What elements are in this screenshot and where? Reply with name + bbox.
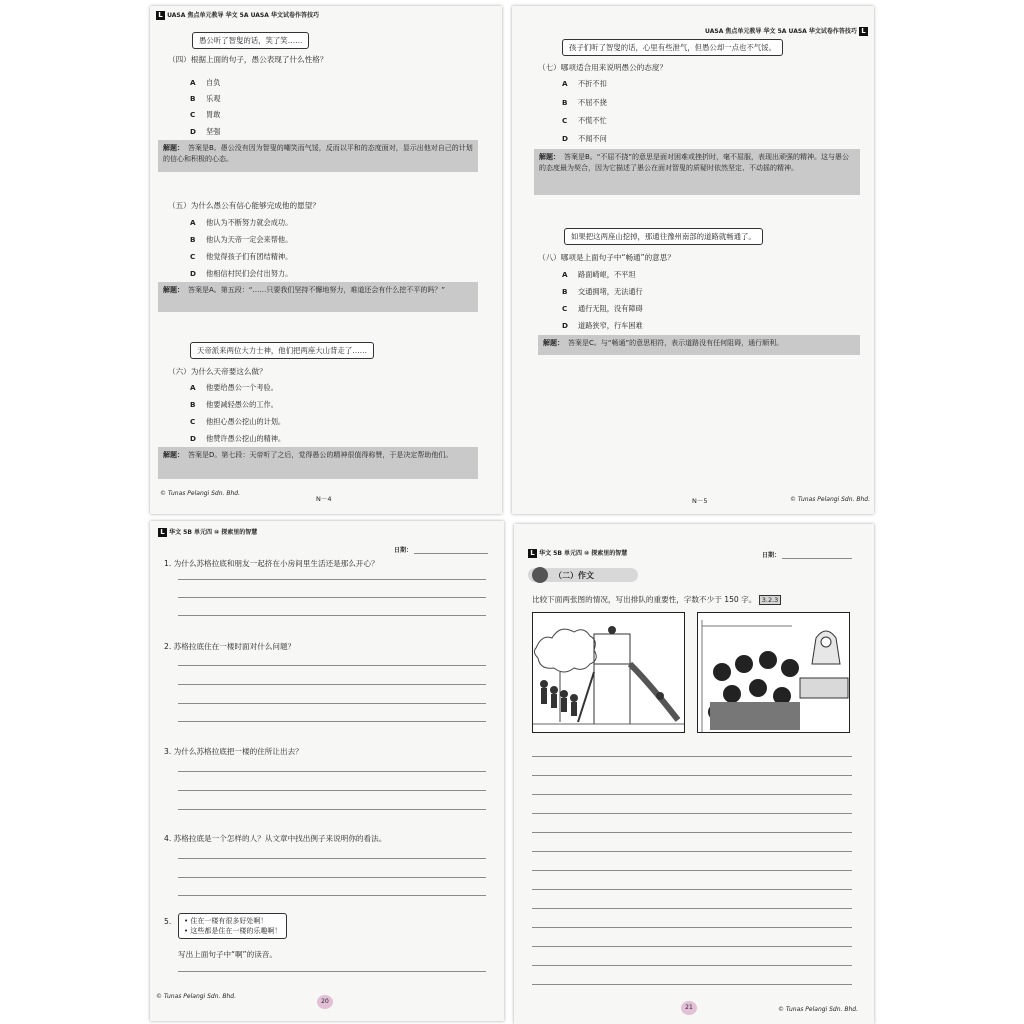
answer-line[interactable] [178,895,486,896]
question-6: （六）为什么天帝要这么做？ [168,367,267,376]
writing-line[interactable] [532,794,852,795]
writing-line[interactable] [532,832,852,833]
answer-line[interactable] [178,858,486,859]
answer-line[interactable] [178,684,486,685]
sentence-box: • 住在一楼有很多好处啊！ • 这些都是住在一楼的乐趣啊！ [178,913,287,939]
writing-line[interactable] [532,870,852,871]
page-header: L 华文 5B 单元四 ⑩ 探索里的智慧 [158,527,257,537]
option-c: C 他担心愚公挖山的计划。 [190,417,286,426]
copyright-footer: © Tunas Pelangi Sdn. Bhd. [790,496,870,503]
option-c: C 不慌不忙 [562,116,607,125]
question-7: （七）哪项适合用来说明愚公的态度？ [538,63,668,72]
option-b: B 乐观 [190,94,221,103]
answer-line[interactable] [178,809,486,810]
writing-line[interactable] [532,965,852,966]
date-field: 日期： [394,547,413,554]
page-number: 20 [317,995,333,1009]
question-1: 1. 为什么苏格拉底和朋友一起挤在小房间里生活还是那么开心？ [164,559,379,568]
question-3: 3. 为什么苏格拉底把一楼的住所让出去？ [164,747,303,756]
page-header: L UASA 焦点单元教导 华文 5A UASA 华文试卷作答技巧 [156,10,319,20]
answer-explanation: 解题： 答案是B。愚公没有因为智叟的嘲笑而气馁，反而以平和的态度面对，显示出他对自己的计划的信心和积极的心态。 [158,140,478,172]
answer-line[interactable] [178,771,486,772]
option-d: D 不闻不问 [562,134,607,143]
book-logo-icon: L [156,11,165,20]
option-b: B 不屈不挠 [562,98,607,107]
answer-line[interactable] [178,579,486,580]
answer-explanation: 解题： 答案是A。第五段：“……只要我们坚持不懈地努力，难道还会有什么挖不平的吗？” [158,282,478,312]
answer-line[interactable] [178,877,486,878]
page-n5 [512,6,874,514]
page-number: 21 [681,1001,697,1015]
quote-box: 如果把这两座山挖掉，那通往豫州南部的道路就畅通了。 [564,228,763,245]
book-logo-icon: L [158,528,167,537]
option-c: C 胃敢 [190,110,221,119]
question-4: （四）根据上面的句子，愚公表现了什么性格？ [168,55,328,64]
copyright-footer: © Tunas Pelangi Sdn. Bhd. [156,993,236,1000]
question-5: （五）为什么愚公有信心能够完成他的愿望？ [168,201,320,210]
quote-box: 愚公听了智叟的话，笑了笑…… [192,32,309,49]
question-4: 4. 苏格拉底是一个怎样的人？从文章中找出例子来说明你的看法。 [164,834,387,843]
answer-explanation: 解题： 答案是B。“不屈不挠”的意思是面对困难或挫折时，毫不屈服，表现出顽强的精神。这与愚公的态度最为契合，因为它描述了愚公在面对智叟的质疑时依然坚定、不动摇的精神。 [534,149,860,195]
option-c: C 他觉得孩子们有团结精神。 [190,252,293,261]
book-logo-icon: L [528,549,537,558]
writing-line[interactable] [532,908,852,909]
page-header: UASA 焦点单元教导 华文 5A UASA 华文试卷作答技巧 L [705,26,868,36]
answer-line[interactable] [178,790,486,791]
answer-explanation: 解题： 答案是C。与“畅通”的意思相符，表示道路没有任何阻碍，通行顺利。 [538,335,860,355]
writing-line[interactable] [532,813,852,814]
writing-line[interactable] [532,984,852,985]
date-field: 日期： [762,552,781,559]
page-number: N－4 [316,495,332,503]
option-b: B 他要减轻愚公的工作。 [190,400,278,409]
answer-line[interactable] [178,665,486,666]
date-underline [414,553,488,554]
answer-line[interactable] [178,721,486,722]
writing-line[interactable] [532,946,852,947]
quote-box: 天帝派来两位大力士神，他们把两座大山背走了…… [190,342,374,359]
question-5-text: 写出上面句子中“啊”的读音。 [178,950,277,959]
answer-line[interactable] [178,615,486,616]
option-c: C 通行无阻，没有障碍 [562,304,643,313]
writing-line[interactable] [532,756,852,757]
copyright-footer: © Tunas Pelangi Sdn. Bhd. [778,1006,858,1013]
question-8: （八）哪项是上面句子中“畅通”的意思？ [538,253,675,262]
writing-line[interactable] [532,889,852,890]
quote-box: 孩子们听了智叟的话，心里有些泄气，但愚公却一点也不气馁。 [562,39,783,56]
page-number: N－5 [692,497,708,505]
writing-line[interactable] [532,851,852,852]
page-header: L 华文 5B 单元四 ⑩ 探索里的智慧 [528,548,627,558]
option-a: A 他要给愚公一个考验。 [190,383,278,392]
option-a: A 自负 [190,78,221,87]
answer-line[interactable] [178,703,486,704]
option-b: B 交通拥堵，无法通行 [562,287,643,296]
answer-explanation: 解题： 答案是D。第七段：天帝听了之后，觉得愚公的精神很值得称赞，于是决定帮助他们。 [158,447,478,479]
option-d: D 道路狭窄，行车困难 [562,321,643,330]
option-a: A 路面崎岖，不平坦 [562,270,636,279]
book-logo-icon: L [859,27,868,36]
skill-tag: 3.2.3 [759,595,782,605]
section-title: （二）作文 [554,571,594,580]
leaf-icon [532,567,548,583]
writing-line[interactable] [532,775,852,776]
copyright-footer: © Tunas Pelangi Sdn. Bhd. [160,490,240,497]
option-a: A 他认为不断努力就会成功。 [190,218,293,227]
option-d: D 坚强 [190,127,221,136]
option-d: D 他赞许愚公挖山的精神。 [190,434,286,443]
question-5-number: 5. [164,917,172,926]
question-2: 2. 苏格拉底住在一楼时面对什么问题？ [164,642,296,651]
option-d: D 他相信村民们会付出努力。 [190,269,293,278]
option-b: B 他认为天帝一定会来帮他。 [190,235,293,244]
page-21 [514,524,874,1024]
writing-line[interactable] [532,927,852,928]
comparison-illustration [532,612,850,734]
answer-line[interactable] [178,971,486,972]
essay-instruction: 比较下面两张图的情况，写出排队的重要性，字数不少于 150 字。 3.2.3 [532,594,781,605]
page-n4 [150,6,502,514]
page-20 [150,521,504,1021]
date-underline [782,558,852,559]
option-a: A 不折不扣 [562,79,607,88]
answer-line[interactable] [178,597,486,598]
